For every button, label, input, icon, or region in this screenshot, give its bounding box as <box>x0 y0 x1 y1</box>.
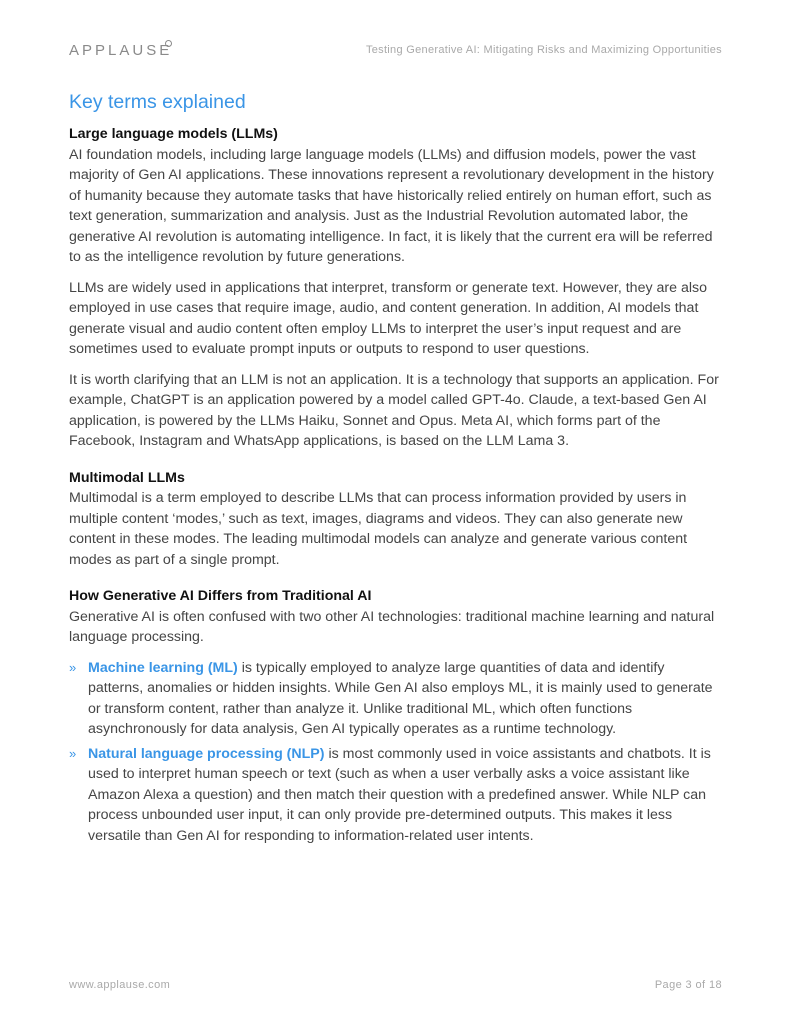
page-header <box>69 38 722 62</box>
bullet-list <box>69 658 722 847</box>
applause-logo: APPLAUSE <box>69 42 173 59</box>
paragraph: Generative AI is often confused with two other AI technologies: traditional machine learning and natural language processing. <box>69 608 715 645</box>
document-title: Testing Generative AI: Mitigating Risks and Maximizing Opportunities <box>365 44 722 56</box>
section-title: Multimodal LLMs <box>69 469 185 486</box>
list-item <box>69 744 722 847</box>
section-llms <box>69 124 722 452</box>
section-title: How Generative AI Differs from Traditional AI <box>69 588 372 604</box>
paragraph: LLMs are widely used in applications that interpret, transform or generate text. However, they are also employed in use cases that require image, audio, and content generation. In addition, AI models that generate visual and audio content often employ LLMs to interpret the user’s input request and are sometimes used to evaluate prompt inputs or outputs to respond to user questions. <box>69 279 707 357</box>
section-title: Large language models (LLMs) <box>69 126 278 142</box>
list-item-text: is most commonly used in voice assistants and chatbots. It is used to interpret human speech or text (such as when a user verbally asks a voice assistant like Amazon Alexa a question) and then match their question with a predefined answer. While NLP can process unbounded user input, it can only provide pre-determined outputs. This makes it less versatile than Gen AI for responding to information-related user intents. <box>88 745 711 844</box>
main-content <box>69 90 722 850</box>
section-multimodal <box>69 468 722 571</box>
page-heading: Key terms explained <box>69 91 246 113</box>
list-item <box>69 658 722 740</box>
paragraph: It is worth clarifying that an LLM is not an application. It is a technology that supports an application. For example, ChatGPT is an application powered by a model called GPT-4o. Claude, a text-based Gen AI application, is powered by the LLMs Haiku, Sonnet and Opus. Meta AI, which forms part of the Facebook, Instagram and WhatsApp applications, is based on the LLM Lama 3. <box>69 371 719 449</box>
paragraph: AI foundation models, including large language models (LLMs) and diffusion models, power the vast majority of Gen AI applications. These innovations represent a revolutionary development in the history of humanity because they automate tasks that have historically relied entirely on human effort, such as text generation, summarization and analysis. Just as the Industrial Revolution automated labor, the generative AI revolution is automating intelligence. In fact, it is likely that the current era will be referred to as the intelligence revolution by future generations. <box>69 146 714 265</box>
chevron-right-icon: » <box>69 659 77 675</box>
page-number: Page 3 of 18 <box>654 979 722 991</box>
chevron-right-icon: » <box>69 745 77 761</box>
footer-url: www.applause.com <box>69 979 171 991</box>
list-item-text: is typically employed to analyze large quantities of data and identify patterns, anomalies or hidden insights. While Gen AI also employs ML, it is mainly used to generate or transform content, rather than analyze it. Unlike traditional ML, which often functions asynchronously for data analysis, Gen AI typically operates as a runtime technology. <box>88 659 713 737</box>
paragraph: Multimodal is a term employed to describe LLMs that can process information provided by users in multiple content ‘modes,’ such as text, images, diagrams and videos. They can also generate new content in these modes. The leading multimodal models can analyze and generate various content modes as part of a single prompt. <box>69 490 688 568</box>
logo-ring-icon <box>165 40 172 47</box>
term-nlp: Natural language processing (NLP) <box>88 745 325 762</box>
term-machine-learning: Machine learning (ML) <box>88 659 238 676</box>
section-genai-differences <box>69 586 722 846</box>
